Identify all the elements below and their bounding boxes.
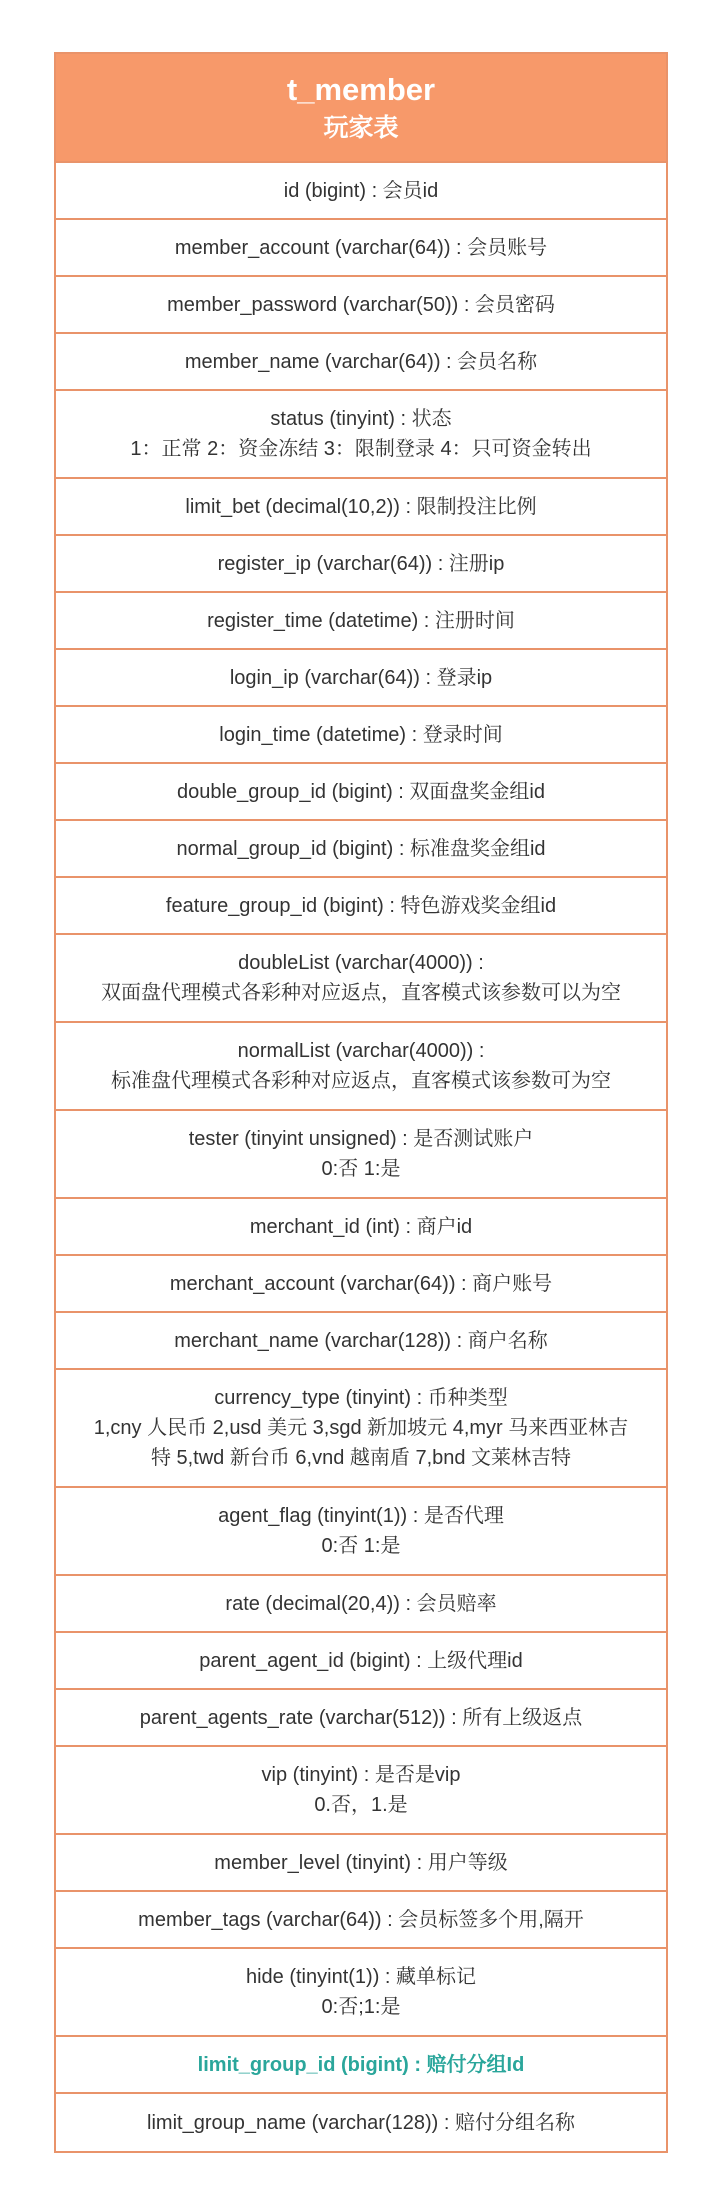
field-row-tester: [56, 1111, 666, 1199]
field-text: doubleList (varchar(4000)) :: [238, 952, 484, 974]
field-text: member_password (varchar(50)) : 会员密码: [167, 293, 555, 316]
field-row-normal-group-id: [56, 821, 666, 878]
field-text: normalList (varchar(4000)) :: [237, 1040, 485, 1062]
field-row-register-time: [56, 593, 666, 650]
field-text: currency_type (tinyint) : 币种类型: [214, 1387, 508, 1409]
field-text: merchant_account (varchar(64)) : 商户账号: [169, 1272, 553, 1295]
field-row-member-level: [56, 1835, 666, 1892]
field-note: 0:否;1:是: [321, 1996, 401, 2018]
field-text: double_group_id (bigint) : 双面盘奖金组id: [177, 780, 545, 803]
field-row-currency-type: [56, 1370, 666, 1488]
field-note: 0:否 1:是: [321, 1535, 401, 1557]
field-text: login_ip (varchar(64)) : 登录ip: [229, 666, 493, 689]
field-text: limit_group_id (bigint) : 赔付分组Id: [197, 2053, 525, 2076]
field-row-feature-group-id: [56, 878, 666, 935]
field-row-limit-group-id: [56, 2037, 666, 2094]
field-note: 1：正常 2：资金冻结 3：限制登录 4：只可资金转出: [130, 438, 592, 460]
field-row-parent-agents-rate: [56, 1690, 666, 1747]
field-text: normal_group_id (bigint) : 标准盘奖金组id: [176, 837, 546, 860]
field-text: status (tinyint) : 状态: [270, 408, 452, 430]
field-row-limit-bet: [56, 479, 666, 536]
field-row-member-tags: [56, 1892, 666, 1949]
field-note: 1,cny 人民币 2,usd 美元 3,sgd 新加坡元 4,myr 马来西亚林吉: [93, 1417, 629, 1439]
field-row-id: [56, 163, 666, 220]
field-row-vip: [56, 1747, 666, 1835]
field-row-limit-group-name: [56, 2094, 666, 2151]
field-row-member-password: [56, 277, 666, 334]
field-row-member-name: [56, 334, 666, 391]
field-text: member_tags (varchar(64)) : 会员标签多个用,隔开: [138, 1908, 584, 1931]
field-text: login_time (datetime) : 登录时间: [219, 723, 503, 746]
field-note: 0.否，1.是: [314, 1794, 408, 1816]
field-note: 特 5,twd 新台币 6,vnd 越南盾 7,bnd 文莱林吉特: [150, 1447, 572, 1469]
field-row-parent-agent-id: [56, 1633, 666, 1690]
field-text: register_time (datetime) : 注册时间: [207, 609, 515, 632]
field-row-double-list: [56, 935, 666, 1023]
field-note: 0:否 1:是: [321, 1158, 401, 1180]
field-text: member_name (varchar(64)) : 会员名称: [184, 350, 538, 373]
field-text: id (bigint) : 会员id: [283, 179, 439, 202]
field-text: merchant_name (varchar(128)) : 商户名称: [174, 1329, 548, 1352]
field-text: tester (tinyint unsigned) : 是否测试账户: [188, 1128, 534, 1150]
field-row-normal-list: [56, 1023, 666, 1111]
table-header: [56, 54, 666, 163]
field-row-login-ip: [56, 650, 666, 707]
field-text: member_level (tinyint) : 用户等级: [214, 1851, 508, 1874]
field-text: limit_bet (decimal(10,2)) : 限制投注比例: [185, 495, 537, 518]
field-row-double-group-id: [56, 764, 666, 821]
field-row-status: [56, 391, 666, 479]
table-name: t_member: [286, 71, 436, 107]
field-text: hide (tinyint(1)) : 藏单标记: [245, 1966, 477, 1988]
field-row-member-account: [56, 220, 666, 277]
field-text: agent_flag (tinyint(1)) : 是否代理: [218, 1505, 504, 1527]
field-text: limit_group_name (varchar(128)) : 赔付分组名称: [147, 2111, 575, 2134]
table-subtitle: 玩家表: [323, 113, 399, 142]
field-text: feature_group_id (bigint) : 特色游戏奖金组id: [165, 894, 557, 917]
field-text: parent_agents_rate (varchar(512)) : 所有上级返点: [139, 1706, 583, 1729]
field-text: register_ip (varchar(64)) : 注册ip: [217, 552, 505, 575]
field-row-merchant-name: [56, 1313, 666, 1370]
field-row-login-time: [56, 707, 666, 764]
entity-table: [54, 52, 668, 2153]
field-note: 双面盘代理模式各彩种对应返点，直客模式该参数可以为空: [101, 982, 621, 1004]
field-row-merchant-id: [56, 1199, 666, 1256]
field-text: vip (tinyint) : 是否是vip: [261, 1764, 461, 1786]
field-note: 标准盘代理模式各彩种对应返点，直客模式该参数可为空: [111, 1070, 611, 1092]
field-text: member_account (varchar(64)) : 会员账号: [174, 236, 548, 259]
field-row-register-ip: [56, 536, 666, 593]
field-row-hide: [56, 1949, 666, 2037]
field-row-rate: [56, 1576, 666, 1633]
field-text: parent_agent_id (bigint) : 上级代理id: [199, 1649, 523, 1672]
field-row-merchant-account: [56, 1256, 666, 1313]
field-text: rate (decimal(20,4)) : 会员赔率: [225, 1592, 497, 1615]
field-text: merchant_id (int) : 商户id: [249, 1215, 473, 1238]
field-row-agent-flag: [56, 1488, 666, 1576]
